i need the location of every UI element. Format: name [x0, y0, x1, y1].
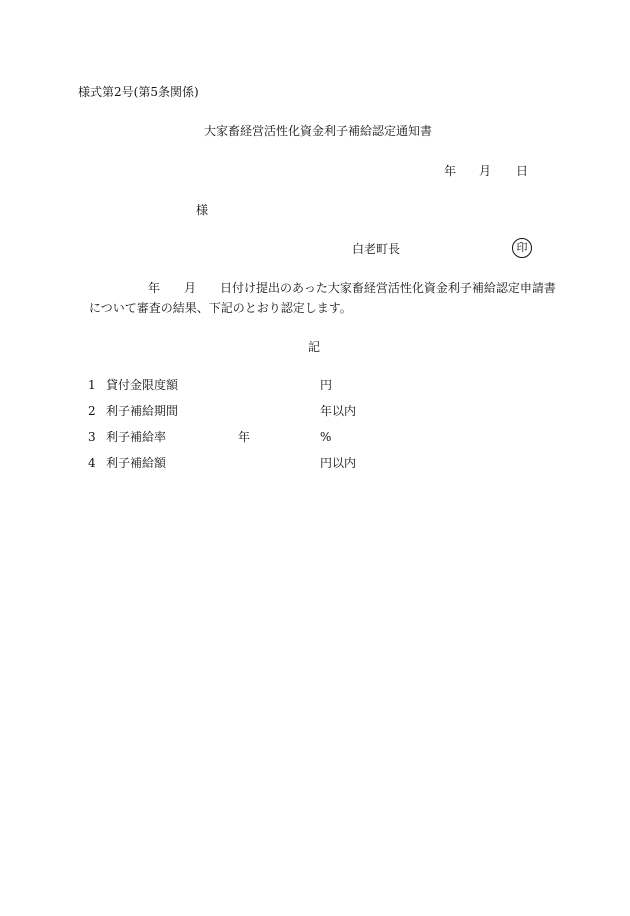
item-unit: 年以内 [320, 404, 357, 418]
item-unit: 円以内 [320, 456, 357, 470]
item-number: 2 [88, 404, 96, 418]
seal-mark: 印 [512, 238, 532, 258]
item-label: 利子補給期間 [106, 404, 179, 418]
issuer-name: 白老町長 [352, 242, 401, 256]
item-mid-label: 年 [238, 430, 251, 444]
item-label: 利子補給額 [106, 456, 167, 470]
item-unit: % [320, 430, 332, 444]
date-year-label: 年 [444, 164, 457, 178]
ki-heading: 記 [308, 340, 321, 354]
body-text-line1: 日付け提出のあった大家畜経営活性化資金利子補給認定申請書 [220, 281, 556, 295]
item-number: 1 [88, 378, 96, 392]
item-label: 貸付金限度額 [106, 378, 179, 392]
item-unit: 円 [320, 378, 333, 392]
date-day-label: 日 [516, 164, 529, 178]
addressee-suffix: 様 [196, 203, 209, 217]
body-month-label: 月 [184, 281, 197, 295]
date-month-label: 月 [479, 164, 492, 178]
item-number: 3 [88, 430, 96, 444]
body-year-label: 年 [148, 281, 161, 295]
form-number: 様式第2号(第5条関係) [78, 85, 199, 99]
body-text-line2: について審査の結果、下記のとおり認定します。 [89, 301, 352, 315]
item-number: 4 [88, 456, 96, 470]
item-label: 利子補給率 [106, 430, 167, 444]
document-title: 大家畜経営活性化資金利子補給認定通知書 [204, 124, 433, 138]
